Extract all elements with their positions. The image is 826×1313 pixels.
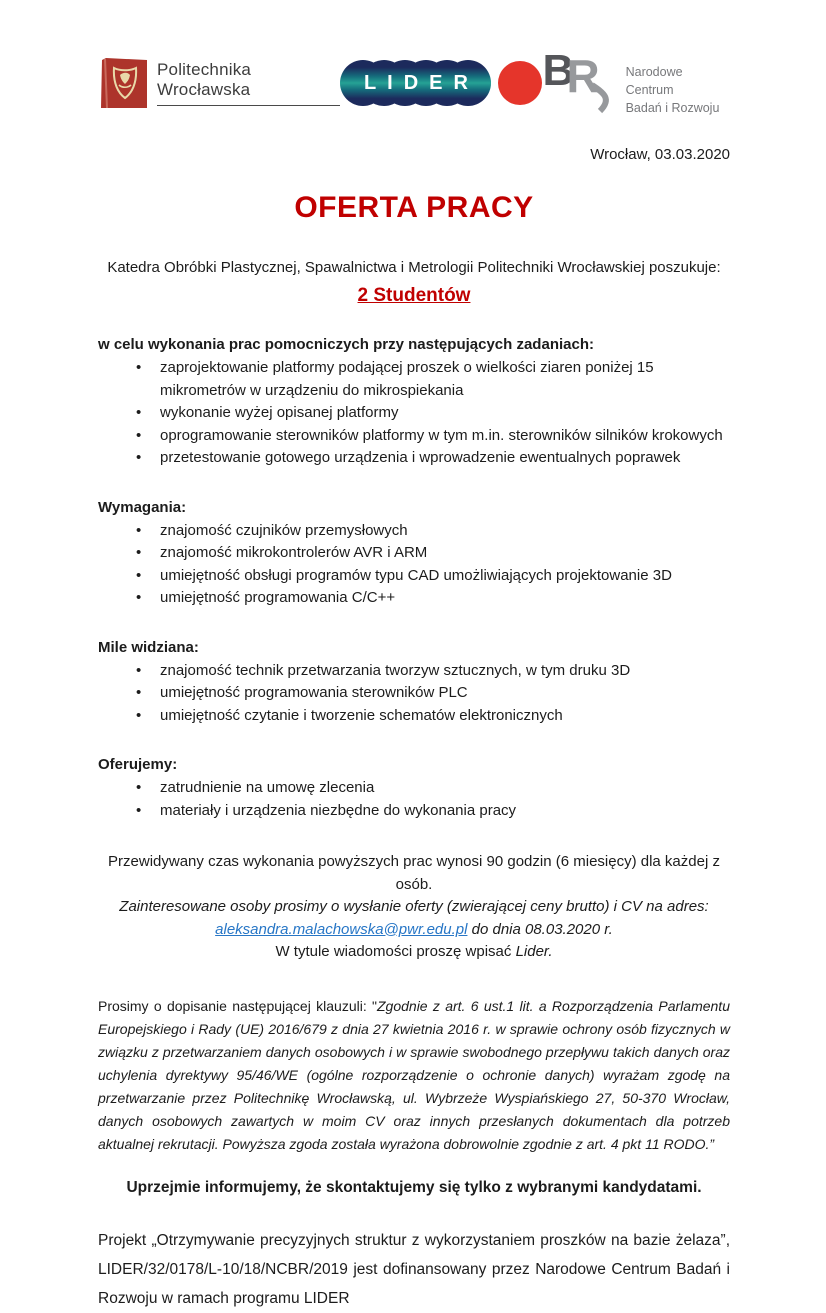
- section-requirements: [98, 497, 730, 610]
- subject-line: [98, 941, 730, 964]
- lider-logo: [340, 60, 542, 106]
- list-item: • wykonanie wyżej opisanej platformy: [98, 402, 730, 425]
- list-item: • zaprojektowanie platformy podającej proszek o wielkości ziaren poniżej 15 mikrometrów w urządzeniu do mikrospiekania: [98, 357, 730, 402]
- list-item: • umiejętność czytanie i tworzenie schematów elektronicznych: [98, 705, 730, 728]
- list-item: • materiały i urządzenia niezbędne do wykonania pracy: [98, 800, 730, 823]
- section-heading: Mile widziana:: [98, 638, 199, 656]
- position-line: [98, 285, 730, 307]
- lider-pill-icon: [340, 60, 491, 106]
- email-link[interactable]: aleksandra.malachowska@pwr.edu.pl: [215, 920, 468, 938]
- pwr-logo: [98, 57, 340, 109]
- pwr-crest-icon: [98, 57, 148, 109]
- section-we-offer: [98, 754, 730, 822]
- email-deadline: do dnia 08.03.2020 r.: [467, 920, 613, 938]
- ncbr-caption-line1: Narodowe Centrum: [625, 64, 683, 97]
- contact-notice: Uprzejmie informujemy, że skontaktujemy się tylko z wybranymi kandydatami.: [126, 1178, 702, 1196]
- ncbr-caption: [626, 63, 730, 117]
- pwr-logo-label: Politechnika Wrocławska: [157, 60, 340, 106]
- list-item: • umiejętność obsługi programów typu CAD umożliwiających projektowanie 3D: [98, 565, 730, 588]
- list-item: • umiejętność programowania C/C++: [98, 587, 730, 610]
- subject-line-keyword: Lider.: [515, 943, 553, 960]
- apply-instruction-line: Zainteresowane osoby prosimy o wysłanie oferty (zwierającej ceny brutto) i CV na adres:: [119, 898, 709, 915]
- ncbr-tail-icon: [578, 85, 620, 113]
- list-item: • znajomość technik przetwarzania tworzyw sztucznych, w tym druku 3D: [98, 660, 730, 683]
- section-nice-to-have: [98, 637, 730, 728]
- lider-red-dot-icon: [498, 61, 542, 105]
- clause-body: Zgodnie z art. 6 ust.1 lit. a Rozporządzenia Parlamentu Europejskiego i Rady (UE) 2016/679 z dnia 27 kwietnia 2016 r. w sprawie ochrony osób fizycznych w związku z przetwarzaniem danych osobowych i w sprawie swobodnego przepływu takich danych oraz uchylenia dyrektywy 95/46/WE (ogólne rozporządzenie o ochronie danych) wyrażam zgodę na przetwarzanie przez Politechnikę Wrocławską, ul. Wybrzeże Wyspiańskiego 27, 50-370 Wrocław, danych osobowych zawartych w moim CV oraz innych przesłanych dokumentach dla potrzeb aktualnej rekrutacji. Powyższa zgoda została wyrażona dobrowolnie zgodnie z art. 4 pkt 11 RODO.”: [98, 997, 730, 1152]
- bullet-list: [98, 357, 730, 470]
- project-funding-note: Projekt „Otrzymywanie precyzyjnych struktur z wykorzystaniem proszków na bazie żelaza”, LIDER/32/0178/L-10/18/NCBR/2019 jest dofinansowany przez Narodowe Centrum Badań i Rozwoju w ramach programu LIDER: [98, 1231, 730, 1307]
- ncbr-letter-b: B: [542, 45, 575, 95]
- duration-line: Przewidywany czas wykonania powyższych prac wynosi 90 godzin (6 miesięcy) dla każdej z osób.: [108, 853, 720, 893]
- ncbr-logo: [542, 45, 730, 117]
- email-line: [98, 919, 730, 942]
- date-line: Wrocław, 03.03.2020: [590, 146, 730, 163]
- ncbr-caption-line2: Badań i Rozwoju: [625, 101, 720, 116]
- ncbr-br-icon: [542, 45, 617, 111]
- application-block: [98, 851, 730, 964]
- position-text: 2 Studentów: [357, 285, 471, 306]
- rodo-clause: [98, 995, 730, 1156]
- section-tasks: [98, 334, 730, 470]
- section-heading: Oferujemy:: [98, 756, 178, 773]
- list-item: • znajomość czujników przemysłowych: [98, 520, 730, 543]
- section-heading: Wymagania:: [98, 498, 187, 516]
- page-title: OFERTA PRACY: [294, 191, 534, 224]
- lider-logo-word: LIDER: [363, 71, 479, 94]
- section-heading: w celu wykonania prac pomocniczych przy następujących zadaniach:: [98, 336, 594, 353]
- ncbr-letter-r: R: [566, 49, 600, 102]
- list-item: • oprogramowanie sterowników platformy w tym m.in. sterowników silników krokowych: [98, 425, 730, 448]
- list-item: • przetestowanie gotowego urządzenia i wprowadzenie ewentualnych poprawek: [98, 447, 730, 470]
- logo-header: [98, 45, 730, 116]
- list-item: • zatrudnienie na umowę zlecenia: [98, 777, 730, 800]
- bullet-list: [98, 777, 730, 822]
- list-item: • umiejętność programowania sterowników PLC: [98, 682, 730, 705]
- bullet-list: [98, 520, 730, 610]
- clause-prefix: Prosimy o dopisanie następującej klauzuli: ": [98, 997, 377, 1014]
- intro-line: Katedra Obróbki Plastycznej, Spawalnictwa i Metrologii Politechniki Wrocławskiej poszukuje:: [107, 259, 721, 276]
- subject-line-prefix: W tytule wiadomości proszę wpisać: [275, 943, 516, 960]
- list-item: • znajomość mikrokontrolerów AVR i ARM: [98, 542, 730, 565]
- bullet-list: [98, 660, 730, 728]
